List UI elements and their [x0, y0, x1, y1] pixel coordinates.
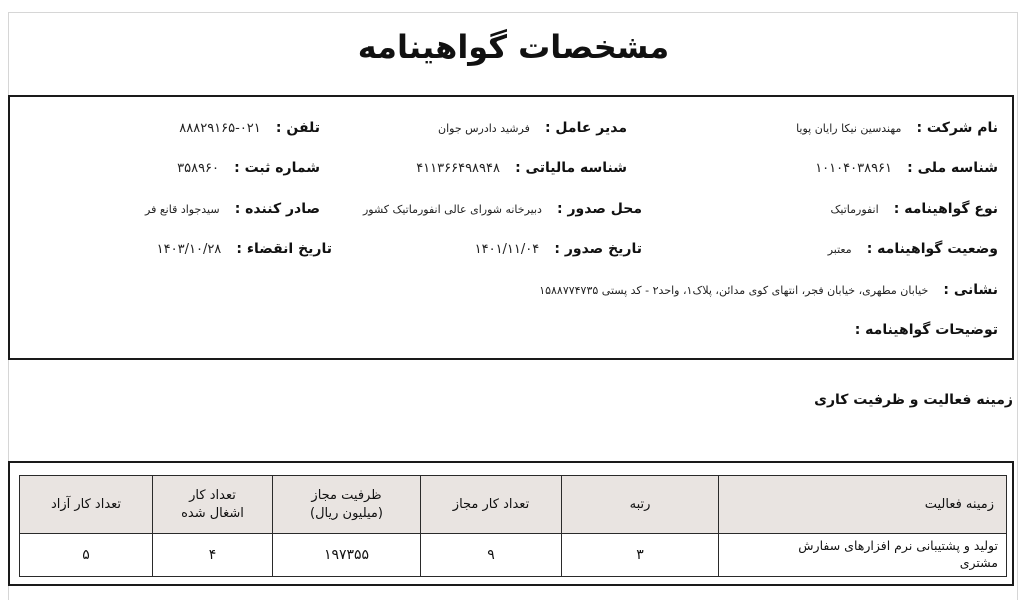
cell-allowed-jobs: ۹: [421, 534, 562, 577]
description-label: توضیحات گواهینامه :: [854, 322, 998, 338]
field-issuer: [145, 198, 320, 217]
company-name-label: نام شرکت :: [916, 120, 998, 136]
activity-table-frame: [8, 461, 1014, 586]
field-national-id: [815, 157, 998, 176]
header-activity: زمینه فعالیت: [719, 476, 1007, 534]
field-description: [855, 319, 998, 338]
field-phone: [179, 117, 320, 136]
header-allowed-capacity-line1: ظرفیت مجاز: [311, 487, 382, 503]
header-allowed-capacity: [273, 476, 421, 534]
manager-label: مدیر عامل :: [544, 120, 627, 136]
address-label: نشانی :: [943, 282, 998, 298]
header-occupied-line1: تعداد کار: [189, 487, 236, 503]
cert-type-value: انفورماتیک: [830, 203, 879, 216]
expiry-date-label: تاریخ انقضاء :: [236, 241, 332, 257]
header-grade: رتبه: [562, 476, 719, 534]
table-row: [20, 534, 1007, 577]
issue-place-label: محل صدور :: [557, 201, 642, 217]
field-issue-date: [475, 238, 642, 257]
issuer-label: صادر کننده :: [234, 201, 320, 217]
phone-value: ۰۲۱-۸۸۸۲۹۱۶۵: [179, 121, 261, 136]
issuer-value: سیدجواد قانع فر: [145, 203, 220, 216]
field-expiry-date: [157, 238, 332, 257]
field-cert-type: [831, 198, 998, 217]
field-company-name: [796, 117, 998, 136]
activity-table: [19, 475, 1007, 577]
reg-no-label: شماره ثبت :: [234, 160, 320, 176]
activity-section-title: زمینه فعالیت و ظرفیت کاری: [814, 392, 1013, 408]
cell-activity-line1: تولید و پشتیبانی نرم افزارهای سفارش: [798, 538, 998, 553]
table-header-row: [20, 476, 1007, 534]
national-id-value: ۱۰۱۰۴۰۳۸۹۶۱: [815, 161, 893, 176]
cell-grade: ۳: [562, 534, 719, 577]
header-occupied-line2: اشغال شده: [181, 505, 244, 521]
certificate-info-box: [8, 95, 1014, 360]
field-issue-place: [363, 198, 642, 217]
cell-occupied: ۴: [153, 534, 273, 577]
issue-place-value: دبیرخانه شورای عالی انفورماتیک کشور: [362, 203, 542, 216]
address-value: خیابان مطهری، خیابان فجر، انتهای کوی مدائن، پلاک۱، واحد۲ - کد پستی ۱۵۸۸۷۷۴۷۳۵: [539, 284, 929, 297]
issue-date-label: تاریخ صدور :: [554, 241, 642, 257]
cert-type-label: نوع گواهینامه :: [893, 201, 998, 217]
header-allowed-capacity-line2: (میلیون ریال): [310, 505, 383, 521]
reg-no-value: ۳۵۸۹۶۰: [177, 161, 220, 176]
tax-id-value: ۴۱۱۳۶۶۴۹۸۹۴۸: [416, 161, 500, 176]
header-occupied: [153, 476, 273, 534]
phone-label: تلفن :: [275, 120, 320, 136]
field-cert-status: [828, 238, 998, 257]
cell-activity-line2: مشتری: [959, 554, 998, 570]
issue-date-value: ۱۴۰۱/۱۱/۰۴: [474, 242, 540, 257]
document-title: مشخصات گواهینامه: [357, 28, 670, 66]
field-address: [539, 279, 998, 298]
cell-activity: [719, 534, 1007, 577]
expiry-date-value: ۱۴۰۳/۱۰/۲۸: [156, 242, 222, 257]
field-reg-no: [177, 157, 320, 176]
tax-id-label: شناسه مالیاتی :: [515, 160, 627, 176]
cert-status-label: وضعیت گواهینامه :: [866, 241, 998, 257]
cell-allowed-capacity: ۱۹۷۳۵۵: [273, 534, 421, 577]
field-manager: [438, 117, 627, 136]
company-name-value: مهندسین نیکا رایان پویا: [796, 122, 902, 135]
cell-free: ۵: [20, 534, 153, 577]
header-free: تعداد کار آزاد: [20, 476, 153, 534]
header-allowed-jobs: تعداد کار مجاز: [421, 476, 562, 534]
manager-value: فرشید دادرس جوان: [438, 122, 530, 135]
cert-status-value: معتبر: [827, 243, 852, 256]
national-id-label: شناسه ملی :: [907, 160, 998, 176]
field-tax-id: [416, 157, 627, 176]
